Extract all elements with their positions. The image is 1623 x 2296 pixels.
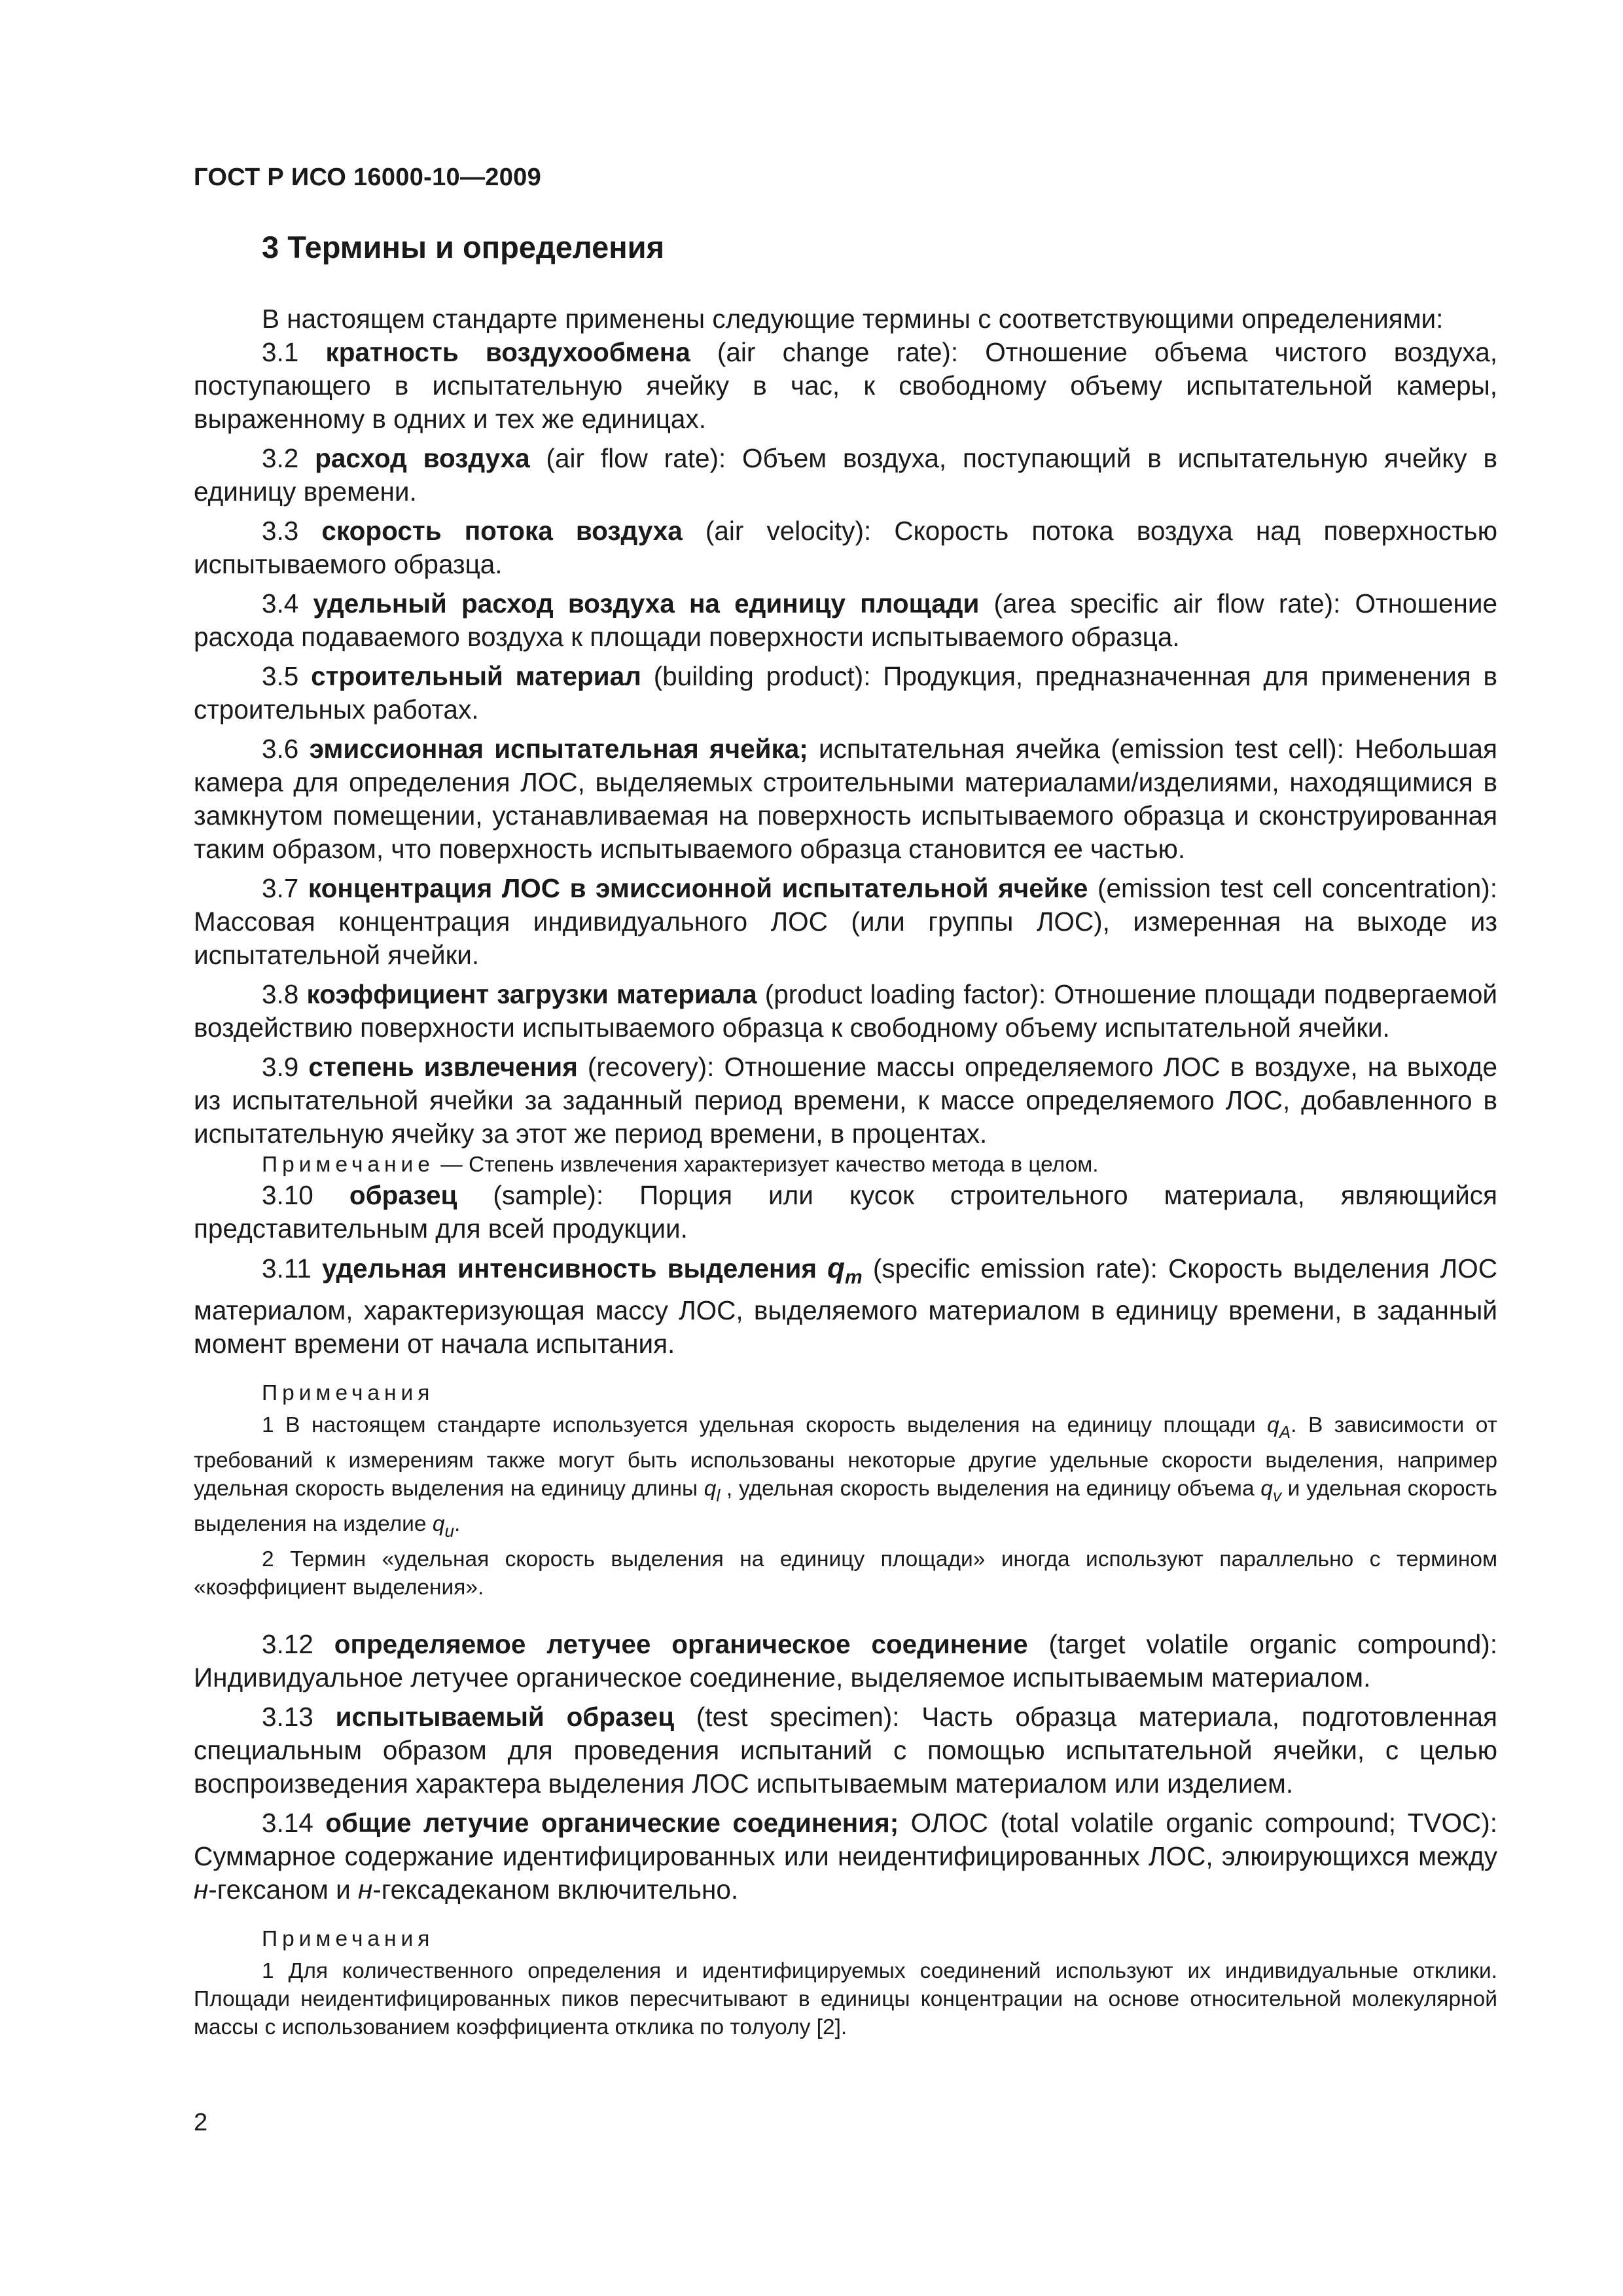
- term-3-8: [194, 978, 1497, 1045]
- term-name: общие летучие органические соединения;: [325, 1808, 899, 1838]
- term-3-11: [194, 1251, 1497, 1361]
- term-number: 3.8: [262, 979, 299, 1009]
- term-number: 3.9: [262, 1052, 299, 1082]
- term-number: 3.11: [262, 1253, 312, 1283]
- term-definition: (air velocity): Скорость потока воздуха над поверхностью испытываемого образца.: [194, 516, 1497, 579]
- term-name: испытываемый образец: [335, 1702, 675, 1732]
- section-body: [194, 302, 1497, 2041]
- term-3-14: 3.14 общие летучие органические соединения; ОЛОС (total volatile organic compound; TVOC): Суммарное содержание идентифицированных или неидентифицированных ЛОС, элюирующихся между н-гексаном и н-гексадеканом включительно.: [194, 1808, 1497, 1905]
- term-definition: (recovery): Отношение массы определяемого ЛОС в воздухе, на выходе из испытательной ячейки за заданный период времени, к массе определяемого ЛОС, добавленного в испытательную ячейку за этот же период времени, в процентах.: [194, 1052, 1497, 1149]
- term-definition: (air change rate): Отношение объема чистого воздуха, поступающего в испытательную ячейку в час, к свободному объему испытательной камеры, выраженному в одних и тех же единицах.: [194, 337, 1497, 434]
- term-number: 3.1: [262, 337, 299, 367]
- term-name: степень извлечения: [308, 1052, 578, 1082]
- term-name: эмиссионная испытательная ячейка;: [309, 734, 808, 764]
- term-definition: (product loading factor): Отношение площади подвергаемой воздействию поверхности испытываемого образца к свободному объему испытательной ячейки.: [194, 979, 1497, 1043]
- term-name: удельная интенсивность выделения: [321, 1253, 817, 1283]
- term-number: 3.4: [262, 588, 299, 619]
- term-definition: (emission test cell concentration): Массовая концентрация индивидуального ЛОС (или группы ЛОС), измеренная на выходе из испытательной ячейки.: [194, 873, 1497, 970]
- symbol-q: q: [1260, 1477, 1273, 1501]
- term-definition: (target volatile organic compound): Индивидуальное летучее органическое соединение, выделяемое испытываемым материалом.: [194, 1629, 1497, 1693]
- term-number: 3.2: [262, 443, 299, 473]
- term-name: коэффициент загрузки материала: [306, 979, 757, 1009]
- term-definition: испытательная ячейка (emission test cell): Небольшая камера для определения ЛОС, выделяемых строительными материалами/изделиями, находящимися в замкнутом помещении, устанавливаемая на поверхность испытываемого образца и сконструированная таким образом, что поверхность испытываемого образца становится ее частью.: [194, 734, 1497, 864]
- term-number: 3.3: [262, 516, 299, 546]
- term-3-9: [194, 1050, 1497, 1151]
- notes-heading: Примечания: [262, 1381, 435, 1405]
- symbol-q: q: [432, 1512, 445, 1536]
- note-3-14-1: 1 Для количественного определения и идентифицируемых соединений используют их индивидуальные отклики. Площади неидентифицированных пиков пересчитывают в единицы концентрации на основе относительной молекулярной массы с использованием коэффициента отклика по толуолу [2].: [194, 1959, 1497, 2039]
- term-name: строительный материал: [311, 661, 641, 691]
- symbol-q: q: [827, 1252, 846, 1284]
- term-definition: (area specific air flow rate): Отношение расхода подаваемого воздуха к площади поверхности испытываемого образца.: [194, 588, 1497, 652]
- term-3-4: [194, 587, 1497, 654]
- intro-paragraph: В настоящем стандарте применены следующие термины с соответствующими определениями:: [262, 304, 1444, 334]
- term-definition: (building product): Продукция, предназначенная для применения в строительных работах.: [194, 661, 1497, 725]
- term-name: кратность воздухообмена: [325, 337, 690, 367]
- term-number: 3.6: [262, 734, 299, 764]
- term-number: 3.10: [262, 1180, 313, 1210]
- term-number: 3.13: [262, 1702, 313, 1732]
- term-3-3: [194, 514, 1497, 581]
- term-name: определяемое летучее органическое соединение: [334, 1629, 1028, 1659]
- term-number: 3.14: [262, 1808, 313, 1838]
- term-3-2: [194, 442, 1497, 509]
- term-number: 3.5: [262, 661, 299, 691]
- term-name: концентрация ЛОС в эмиссионной испытательной ячейке: [308, 873, 1088, 903]
- term-number: 3.12: [262, 1629, 313, 1659]
- term-name: скорость потока воздуха: [321, 516, 683, 546]
- term-number: 3.7: [262, 873, 299, 903]
- term-3-7: [194, 872, 1497, 972]
- term-3-1: [194, 336, 1497, 436]
- term-name: расход воздуха: [315, 443, 530, 473]
- term-name: образец: [349, 1180, 457, 1210]
- notes-heading: Примечания: [262, 1927, 435, 1951]
- section-title: 3 Термины и определения: [262, 230, 664, 264]
- note-3-11-1: 1 В настоящем стандарте используется удельная скорость выделения на единицу площади $q_A$. В зависимости от требований к измерениям также могут быть использованы некоторые другие удельные скорости выделения, например удельная скорость выделения на единицу длины $q_l$ , удельная скорость выделения на единицу объема $q_v$ и удельная скорость выделения на изделие $q_u$.: [194, 1413, 1497, 1541]
- symbol-subscript: m: [845, 1266, 863, 1288]
- term-3-12: [194, 1628, 1497, 1695]
- term-3-5: [194, 660, 1497, 726]
- term-definition: (sample): Порция или кусок строительного материала, являющийся представительным для всей продукции.: [194, 1180, 1497, 1244]
- note-text: — Степень извлечения характеризует качество метода в целом.: [434, 1153, 1099, 1177]
- term-3-13: [194, 1700, 1497, 1801]
- symbol-q: q: [704, 1477, 717, 1501]
- note-3-11-2: 2 Термин «удельная скорость выделения на единицу площади» иногда используют параллельно с термином «коэффициент выделения».: [194, 1547, 1497, 1600]
- page-number: 2: [194, 2109, 208, 2136]
- term-definition: (test specimen): Часть образца материала, подготовленная специальным образом для проведения испытаний с помощью испытательной ячейки, с целью воспроизведения характера выделения ЛОС испытываемым материалом или изделием.: [194, 1702, 1497, 1799]
- term-name: удельный расход воздуха на единицу площади: [313, 588, 980, 619]
- term-3-10: [194, 1179, 1497, 1246]
- symbol-q: q: [1267, 1413, 1279, 1437]
- term-definition: (air flow rate): Объем воздуха, поступающий в испытательную ячейку в единицу времени.: [194, 443, 1497, 507]
- document-header: ГОСТ Р ИСО 16000-10—2009: [194, 164, 542, 191]
- note-3-9: [194, 1151, 1497, 1179]
- term-3-6: [194, 732, 1497, 866]
- term-definition: (specific emission rate): Скорость выделения ЛОС материалом, характеризующая массу ЛОС, выделяемого материалом в единицу времени, в заданный момент времени от начала испытания.: [194, 1253, 1497, 1359]
- note-label: Примечание: [262, 1153, 435, 1177]
